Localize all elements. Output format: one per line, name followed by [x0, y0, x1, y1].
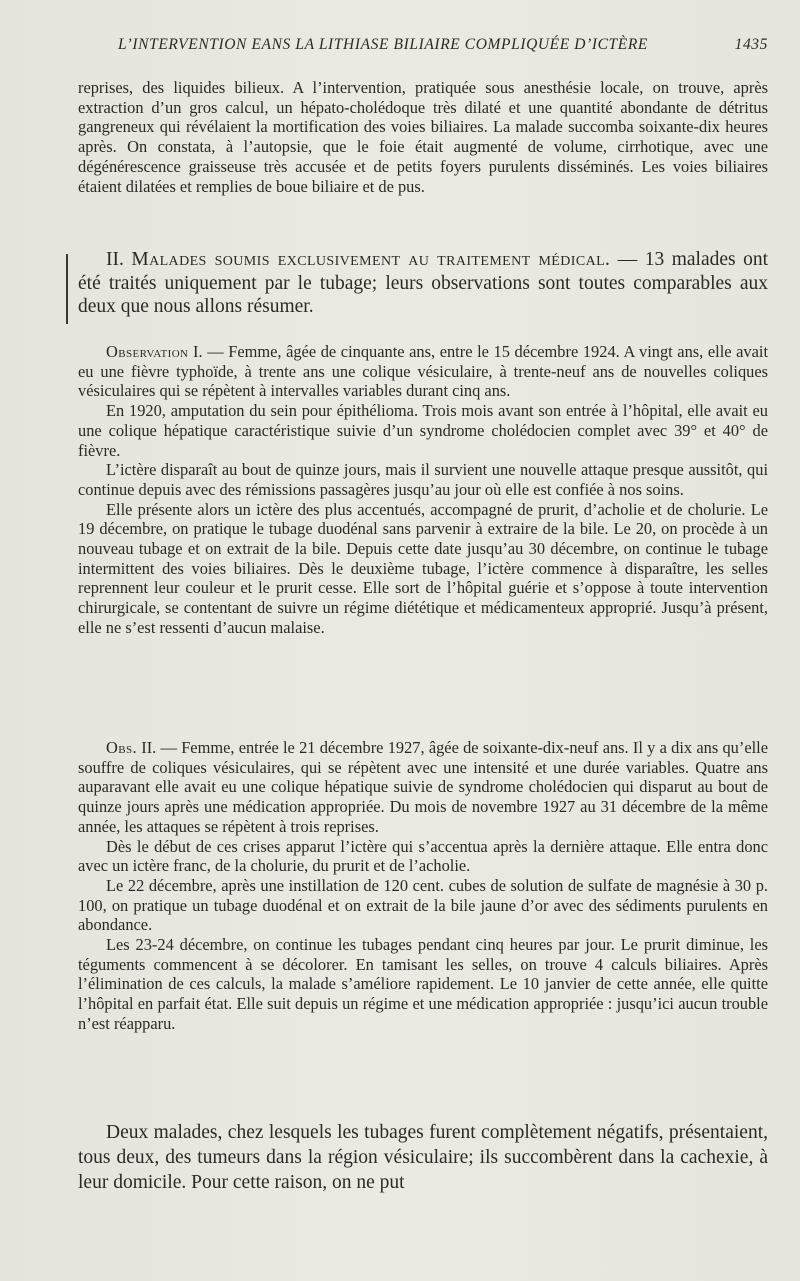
- margin-bracket: [66, 254, 68, 324]
- page-number: 1435: [734, 36, 768, 53]
- intro-block: [78, 78, 768, 196]
- obs1-number: I.: [188, 342, 203, 361]
- section-two-number: II.: [106, 249, 124, 270]
- obs1-text-1: — Femme, âgée de cinquante ans, entre le 15 décembre 1924. A vingt ans, elle avait eu une fièvre typhoïde, à trente ans une colique vésiculaire, à trente-neuf ans de nouvelles coliques vésiculaires qui se répètent à intervalles variables durant cinq ans.: [78, 342, 768, 401]
- obs2-paragraph-4: Les 23-24 décembre, on continue les tubages pendant cinq heures par jour. Le prurit diminue, les téguments commencent à se décolorer. En tamisant les selles, on trouve 4 calculs biliaires. Après l’élimination de ces calculs, la malade s’améliore rapidement. Le 10 janvier de cette année, elle quitte l’hôpital en parfait état. Elle suit depuis un régime et une médication appropriée : jusqu’ici aucun trouble n’est réapparu.: [78, 935, 768, 1033]
- running-header: [118, 36, 768, 54]
- obs1-paragraph-2: En 1920, amputation du sein pour épithélioma. Trois mois avant son entrée à l’hôpital, elle avait eu une colique hépatique caractéristique suivie d’un syndrome cholédocien complet avec 39° et 40° de fièvre.: [78, 401, 768, 460]
- running-title: L’INTERVENTION EANS LA LITHIASE BILIAIRE COMPLIQUÉE D’ICTÈRE: [118, 36, 648, 53]
- obs2-paragraph-1: [78, 738, 768, 837]
- observation-one: [78, 342, 768, 638]
- section-two-heading: Malades soumis exclusivement au traitement médical.: [131, 249, 611, 270]
- closing-block: [78, 1120, 768, 1195]
- obs2-label: Obs.: [106, 738, 137, 757]
- intro-paragraph: reprises, des liquides bilieux. A l’intervention, pratiquée sous anesthésie locale, on trouve, après extraction d’un gros calcul, un hépato-cholédoque très dilaté et une quantité abondante de détritus gangreneux qui révélaient la mortification des voies biliaires. La malade succomba soixante-dix heures après. On constata, à l’autopsie, que le foie était augmenté de volume, cirrhotique, avec une dégénérescence graisseuse très accusée et de petits foyers purulents disséminés. Les voies biliaires étaient dilatées et remplies de boue biliaire et de pus.: [78, 78, 768, 196]
- obs2-paragraph-3: Le 22 décembre, après une instillation de 120 cent. cubes de solution de sulfate de magnésie à 30 p. 100, on pratique un tubage duodénal et on extrait de la bile jaune d’or avec des sédiments purulents en abondance.: [78, 875, 768, 935]
- section-two-text: — 13 malades ont été traités uniquement par le tubage; leurs observations sont toutes comparables aux deux que nous allons résumer.: [78, 249, 769, 317]
- closing-paragraph: Deux malades, chez lesquels les tubages furent complètement négatifs, présentaient, tous deux, des tumeurs dans la région vésiculaire; ils succombèrent dans la cachexie, à leur domicile. Pour cette raison, on ne put: [78, 1122, 768, 1193]
- section-two-paragraph: [78, 248, 768, 319]
- obs2-text-1: — Femme, entrée le 21 décembre 1927, âgée de soixante-dix-neuf ans. Il y a dix ans qu’elle souffre de coliques vésiculaires, qui se répètent avec une intensité et une durée variables. Quatre ans auparavant elle avait eu une colique hépatique suivie de syndrome cholédocien qui disparut au bout de quinze jours après une médication appropriée. Du mois de novembre 1927 au 31 décembre de la même année, les attaques se répètent à trois reprises.: [78, 738, 768, 836]
- obs1-paragraph-1: [78, 342, 768, 401]
- obs2-number: II.: [137, 738, 157, 757]
- section-two: [78, 248, 768, 319]
- observation-two: [78, 738, 768, 1034]
- obs1-paragraph-4: Elle présente alors un ictère des plus accentués, accompagné de prurit, d’acholie et de cholurie. Le 19 décembre, on pratique le tubage duodénal sans parvenir à extraire de la bile. Le 20, on procède à un nouveau tubage et on extrait de la bile. Depuis cette date jusqu’au 30 décembre, on continue le tubage intermittent des voies biliaires. Dès le deuxième tubage, l’ictère commence à disparaître, les selles reprennent leur couleur et le prurit cesse. Elle sort de l’hôpital guérie et s’oppose à toute intervention chirurgicale, se contentant de suivre un régime diététique et médicamenteux approprié. Jusqu’à présent, elle ne s’est ressenti d’aucun malaise.: [78, 499, 768, 637]
- obs2-paragraph-2: Dès le début de ces crises apparut l’ictère qui s’accentua après la dernière attaque. Elle entra donc avec un ictère franc, de la cholurie, du prurit et de l’acholie.: [78, 836, 768, 876]
- obs1-paragraph-3: L’ictère disparaît au bout de quinze jours, mais il survient une nouvelle attaque presque aussitôt, qui continue depuis avec des rémissions passagères jusqu’au jour où elle est confiée à nos soins.: [78, 460, 768, 499]
- obs1-label: Observation: [106, 342, 189, 361]
